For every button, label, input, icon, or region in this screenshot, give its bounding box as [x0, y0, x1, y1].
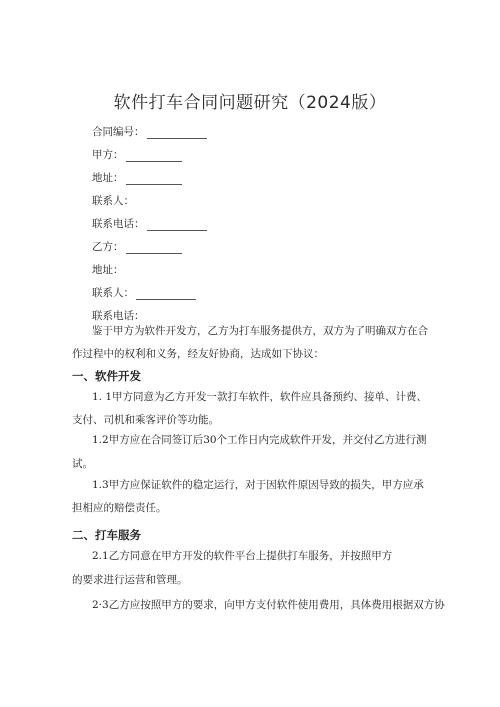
intro-paragraph: 鉴于甲方为软件开发方，乙方为打车服务提供方，双方为了明确双方在合作过程中的权利和义务，经友好协商，达成如下协议：: [72, 325, 428, 360]
section-1-heading: 一、软件开发: [72, 369, 141, 383]
party-b-blank: [126, 242, 182, 254]
document-title: 软件打车合同问题研究（2024版）: [113, 93, 387, 113]
section-1-item-2-line-1: 1.2甲方应在合同签订后30个工作日内完成软件开发，并交付乙方进行测: [92, 434, 427, 446]
party-b-address-field: [92, 263, 124, 277]
contract-number-field: [92, 125, 207, 139]
party-a-phone-label: 联系电话：: [92, 218, 145, 230]
party-a-blank: [126, 150, 182, 162]
contract-number-label: 合同编号：: [92, 126, 145, 138]
party-a-address-blank: [126, 173, 182, 185]
section-2-item-3-line-1: 2·3乙方应按照甲方的要求，向甲方支付软件使用费用，具体费用根据双方协: [92, 599, 445, 611]
party-a-address-label: 地址：: [92, 172, 124, 184]
section-2-item-1-line-1: 2.1乙方同意在甲方开发的软件平台上提供打车服务，并按照甲方: [92, 550, 393, 562]
party-b-label: 乙方：: [92, 241, 124, 253]
contract-number-blank: [147, 127, 207, 139]
section-2-heading: 二、打车服务: [72, 528, 141, 542]
party-a-label: 甲方：: [92, 149, 124, 161]
section-2-item-1-line-2: 的要求进行运营和管理。: [72, 574, 188, 586]
party-a-phone-field: [92, 217, 207, 231]
party-a-contact-label: 联系人：: [92, 195, 134, 207]
party-b-field: [92, 240, 182, 254]
party-b-address-label: 地址：: [92, 264, 124, 276]
party-a-address-field: [92, 171, 182, 185]
section-1-item-2-line-2: 试。: [72, 458, 93, 470]
party-a-field: [92, 148, 182, 162]
party-b-contact-field: [92, 286, 196, 300]
party-a-phone-blank: [147, 219, 207, 231]
party-b-contact-label: 联系人：: [92, 287, 134, 299]
party-a-contact-field: [92, 194, 134, 208]
party-b-contact-blank: [136, 288, 196, 300]
section-1-item-1: 1. 1甲方同意为乙方开发一款打车软件，软件应具备预约、接单、计费、支付、司机和乘客评价等功能。: [72, 391, 428, 426]
party-b-phone-label: 联系电话：: [92, 310, 145, 322]
section-1-item-3: 1.3甲方应保证软件的稳定运行，对于因软件原因导致的损失，甲方应承担相应的赔偿责任。: [72, 479, 424, 514]
